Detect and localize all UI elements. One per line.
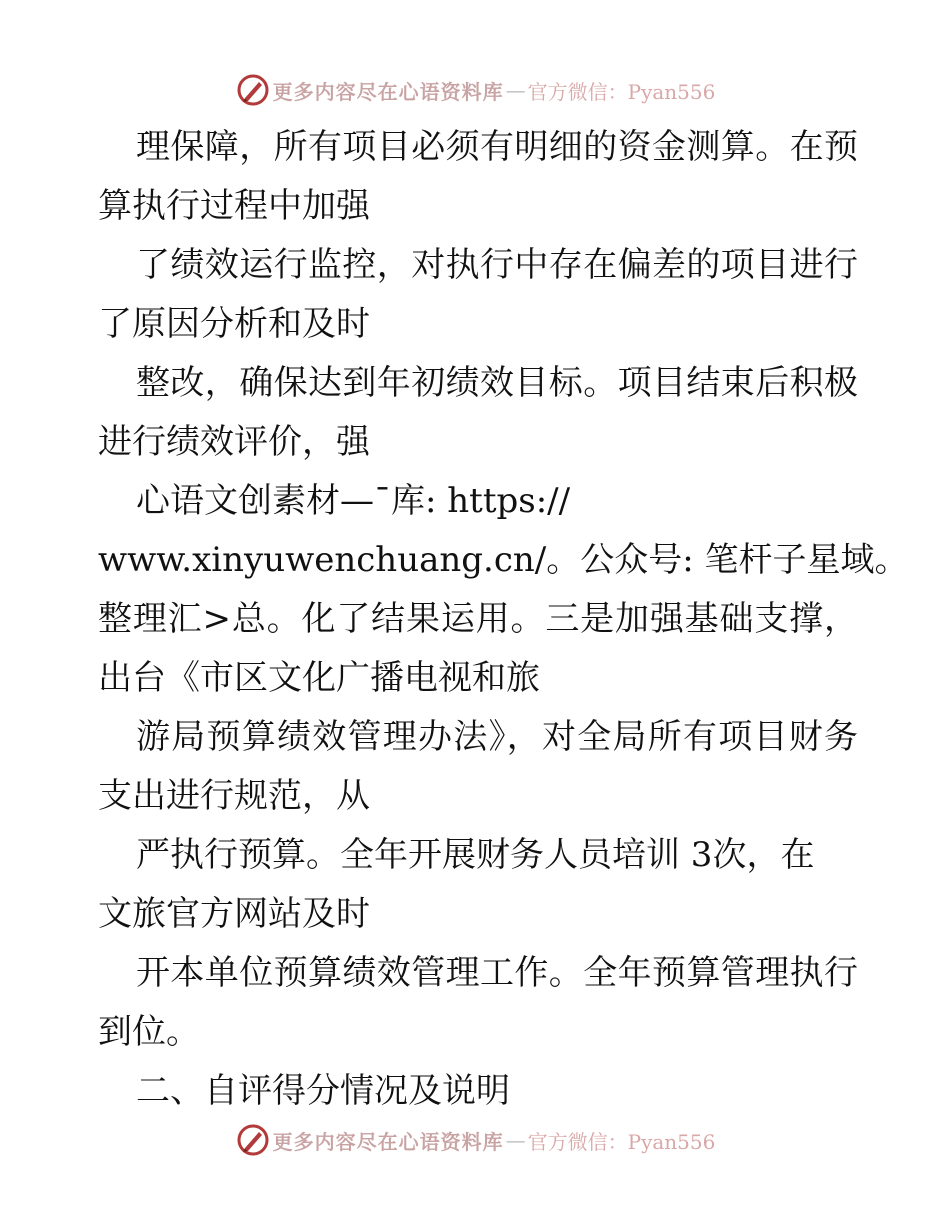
text-line: www.xinyuwenchuang.cn/。公众号: 笔杆子星域。 bbox=[98, 540, 909, 580]
footer-separator: — bbox=[505, 1128, 526, 1152]
text-line: 了原因分析和及时 bbox=[98, 304, 370, 344]
text-line: 文旅官方网站及时 bbox=[98, 894, 370, 934]
header-contact: 官方微信：Pyan556 bbox=[527, 79, 716, 104]
pen-logo-icon bbox=[235, 72, 271, 108]
pen-logo-icon bbox=[235, 1122, 271, 1158]
text-line: 出台《市区文化广播电视和旅 bbox=[98, 658, 540, 698]
text-line: 开本单位预算绩效管理工作。全年预算管理执行 bbox=[136, 953, 858, 993]
text-line: 理保障，所有项目必须有明细的资金测算。在预 bbox=[136, 127, 858, 167]
footer-contact: 官方微信：Pyan556 bbox=[527, 1129, 716, 1154]
text-line: 游局预算绩效管理办法》，对全局所有项目财务 bbox=[136, 717, 858, 757]
text-line: 心语文创素材—¯库: https:// bbox=[136, 481, 571, 521]
text-line: 支出进行规范，从 bbox=[98, 776, 370, 816]
footer-banner bbox=[0, 1120, 950, 1160]
text-line: 了绩效运行监控，对执行中存在偏差的项目进行 bbox=[136, 245, 858, 285]
document-body bbox=[98, 118, 909, 1121]
header-brand: 更多内容尽在心语资料库 bbox=[272, 79, 504, 104]
section-heading: 二、自评得分情况及说明 bbox=[136, 1071, 510, 1111]
footer-brand: 更多内容尽在心语资料库 bbox=[272, 1129, 504, 1154]
header-separator: — bbox=[505, 78, 526, 102]
text-line: 整理汇>总。化了结果运用。三是加强基础支撑， bbox=[98, 599, 858, 639]
header-banner bbox=[0, 70, 950, 110]
text-line: 算执行过程中加强 bbox=[98, 186, 370, 226]
text-line: 严执行预算。全年开展财务人员培训 3次，在 bbox=[136, 835, 815, 875]
text-line: 进行绩效评价，强 bbox=[98, 422, 370, 462]
text-line: 整改，确保达到年初绩效目标。项目结束后积极 bbox=[136, 363, 858, 403]
text-line: 到位。 bbox=[98, 1012, 200, 1052]
